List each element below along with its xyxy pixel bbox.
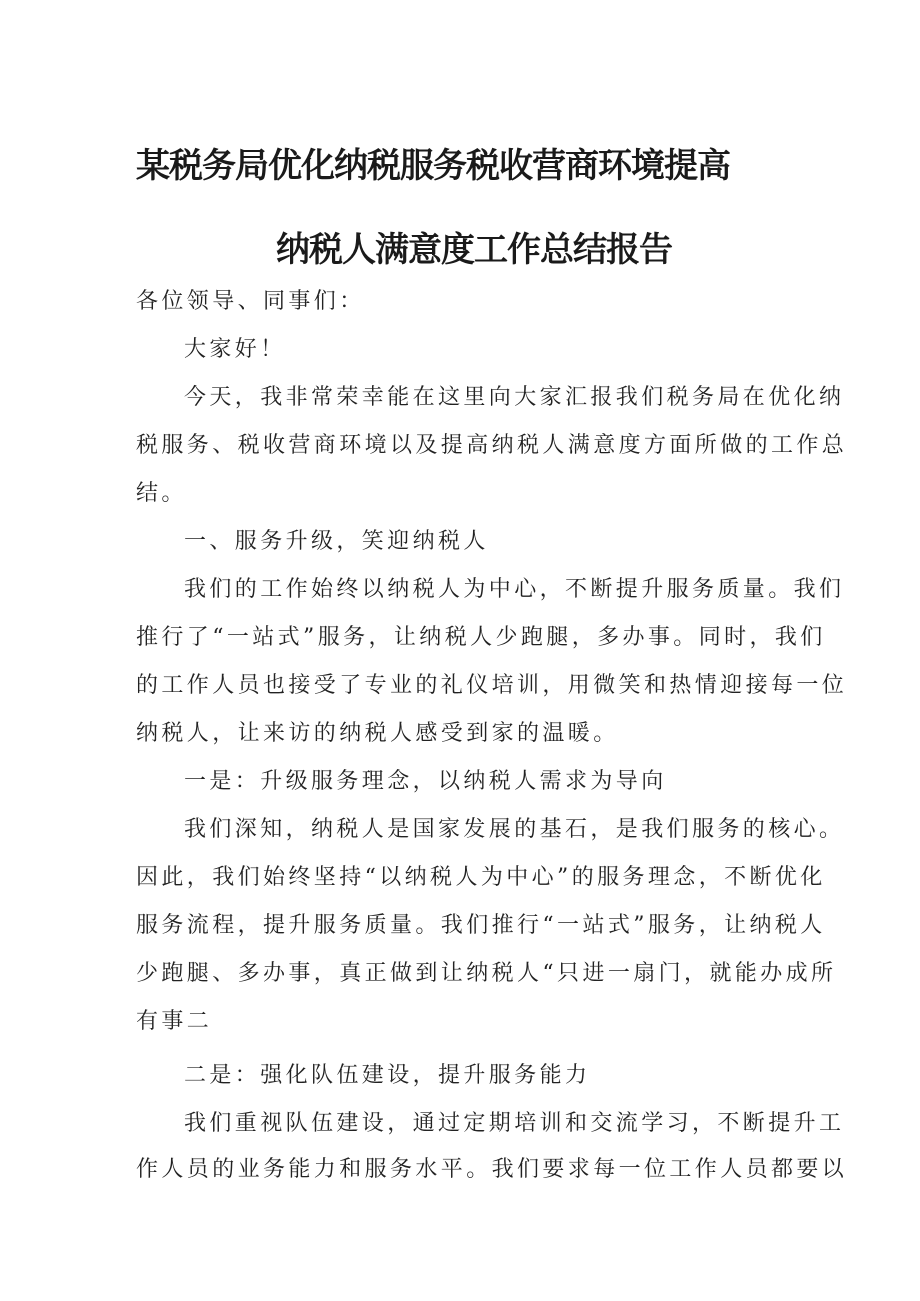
paragraph-line: 今天，我非常荣幸能在这里向大家汇报我们税务局在优化纳 [184,385,845,410]
paragraph-line: 作人员的业务能力和服务水平。我们要求每一位工作人员都要以 [136,1157,848,1182]
paragraph-line: 结。 [136,481,187,506]
paragraph-line: 服务流程，提升服务质量。我们推行“一站式”服务，让纳税人 [136,913,826,938]
paragraph-line: 税服务、税收营商环境以及提高纳税人满意度方面所做的工作总 [136,433,848,458]
paragraph-line: 我们重视队伍建设，通过定期培训和交流学习，不断提升工 [184,1111,845,1136]
paragraph-line: 有事二 [136,1009,213,1034]
section-heading: 一、服务升级，笑迎纳税人 [184,529,489,554]
salutation: 各位领导、同事们： [136,289,365,314]
paragraph-line: 因此，我们始终坚持“以纳税人为中心”的服务理念，不断优化 [136,865,826,890]
paragraph-line: 我们深知，纳税人是国家发展的基石，是我们服务的核心。 [184,817,845,842]
paragraph-line: 少跑腿、多办事，真正做到让纳税人“只进一扇门，就能办成所 [136,961,837,986]
paragraph-line: 纳税人，让来访的纳税人感受到家的温暖。 [136,721,619,746]
subsection-heading: 一是：升级服务理念，以纳税人需求为导向 [184,769,667,794]
paragraph-line: 我们的工作始终以纳税人为中心，不断提升服务质量。我们 [184,577,845,602]
document-title-line-2: 纳税人满意度工作总结报告 [276,230,672,270]
greeting: 大家好！ [184,337,286,362]
document-title-line-1: 某税务局优化纳税服务税收营商环境提高 [136,146,730,186]
paragraph-line: 推行了“一站式”服务，让纳税人少跑腿，多办事。同时，我们 [136,625,826,650]
subsection-heading: 二是：强化队伍建设，提升服务能力 [184,1063,591,1088]
paragraph-line: 的工作人员也接受了专业的礼仪培训，用微笑和热情迎接每一位 [136,673,848,698]
